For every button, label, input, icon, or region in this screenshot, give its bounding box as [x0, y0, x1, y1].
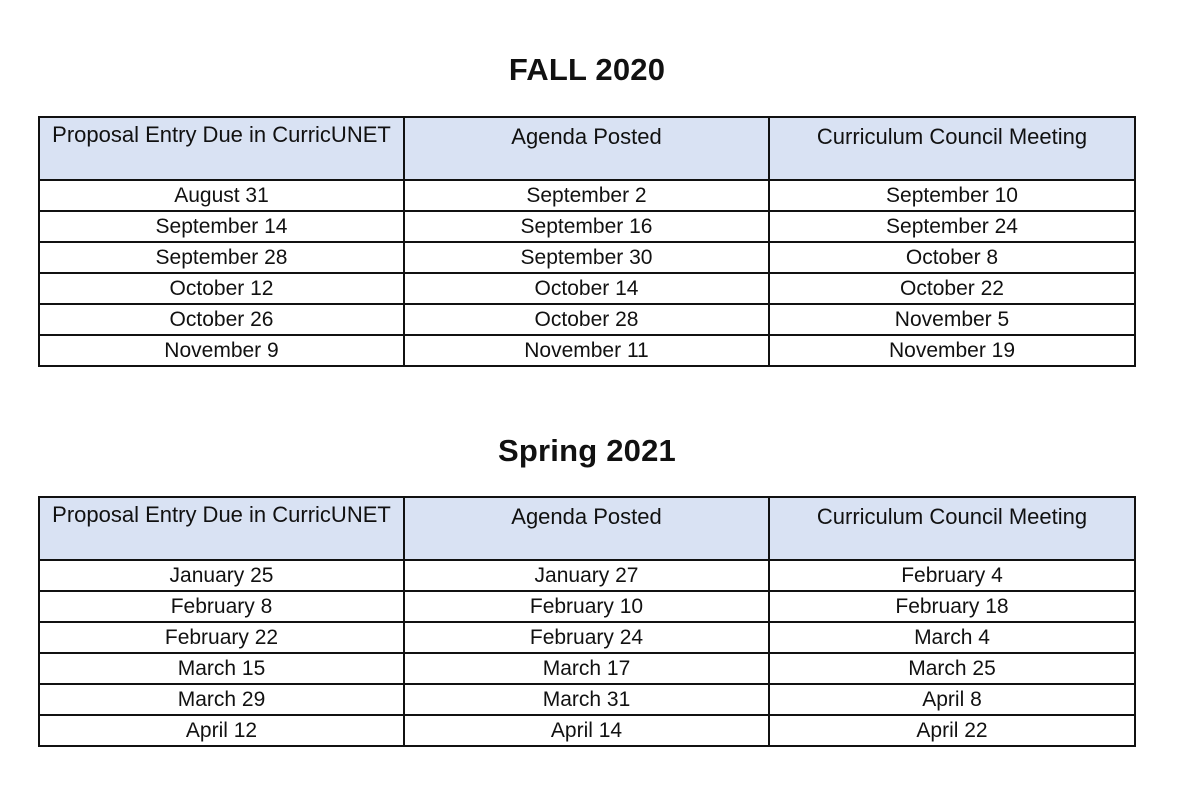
council-meeting-cell: February 4: [769, 560, 1135, 591]
table-row: [39, 715, 1135, 746]
proposal-due-cell: August 31: [39, 180, 404, 211]
header-agenda-posted: Agenda Posted: [404, 117, 769, 180]
table-row: [39, 242, 1135, 273]
header-agenda-posted: Agenda Posted: [404, 497, 769, 560]
proposal-due-cell: March 15: [39, 653, 404, 684]
council-meeting-cell: September 24: [769, 211, 1135, 242]
proposal-due-cell: November 9: [39, 335, 404, 366]
header-proposal-entry-due: Proposal Entry Due in CurricUNET: [39, 117, 404, 180]
proposal-due-cell: October 26: [39, 304, 404, 335]
agenda-posted-cell: March 31: [404, 684, 769, 715]
header-proposal-entry-due: Proposal Entry Due in CurricUNET: [39, 497, 404, 560]
proposal-due-cell: February 22: [39, 622, 404, 653]
council-meeting-cell: November 19: [769, 335, 1135, 366]
council-meeting-cell: April 8: [769, 684, 1135, 715]
proposal-due-cell: October 12: [39, 273, 404, 304]
table-row: [39, 591, 1135, 622]
table-header-row: [39, 117, 1135, 180]
agenda-posted-cell: October 14: [404, 273, 769, 304]
agenda-posted-cell: September 2: [404, 180, 769, 211]
header-curriculum-council-meeting: Curriculum Council Meeting: [769, 117, 1135, 180]
header-curriculum-council-meeting: Curriculum Council Meeting: [769, 497, 1135, 560]
proposal-due-cell: March 29: [39, 684, 404, 715]
table-row: [39, 273, 1135, 304]
agenda-posted-cell: February 24: [404, 622, 769, 653]
agenda-posted-cell: September 30: [404, 242, 769, 273]
council-meeting-cell: October 8: [769, 242, 1135, 273]
proposal-due-cell: September 28: [39, 242, 404, 273]
agenda-posted-cell: September 16: [404, 211, 769, 242]
council-meeting-cell: March 4: [769, 622, 1135, 653]
proposal-due-cell: April 12: [39, 715, 404, 746]
agenda-posted-cell: April 14: [404, 715, 769, 746]
table-row: [39, 684, 1135, 715]
council-meeting-cell: October 22: [769, 273, 1135, 304]
proposal-due-cell: September 14: [39, 211, 404, 242]
council-meeting-cell: November 5: [769, 304, 1135, 335]
agenda-posted-cell: January 27: [404, 560, 769, 591]
table-header-row: [39, 497, 1135, 560]
table-row: [39, 180, 1135, 211]
agenda-posted-cell: November 11: [404, 335, 769, 366]
council-meeting-cell: February 18: [769, 591, 1135, 622]
council-meeting-cell: March 25: [769, 653, 1135, 684]
spring-2021-title: Spring 2021: [498, 433, 676, 468]
council-meeting-cell: April 22: [769, 715, 1135, 746]
agenda-posted-cell: October 28: [404, 304, 769, 335]
table-row: [39, 335, 1135, 366]
table-row: [39, 560, 1135, 591]
agenda-posted-cell: March 17: [404, 653, 769, 684]
fall-2020-title: FALL 2020: [508, 52, 666, 87]
proposal-due-cell: January 25: [39, 560, 404, 591]
fall-2020-schedule-table: [38, 116, 1136, 367]
table-row: [39, 653, 1135, 684]
agenda-posted-cell: February 10: [404, 591, 769, 622]
proposal-due-cell: February 8: [39, 591, 404, 622]
table-row: [39, 211, 1135, 242]
council-meeting-cell: September 10: [769, 180, 1135, 211]
spring-2021-schedule-table: [38, 496, 1136, 747]
table-row: [39, 304, 1135, 335]
table-row: [39, 622, 1135, 653]
